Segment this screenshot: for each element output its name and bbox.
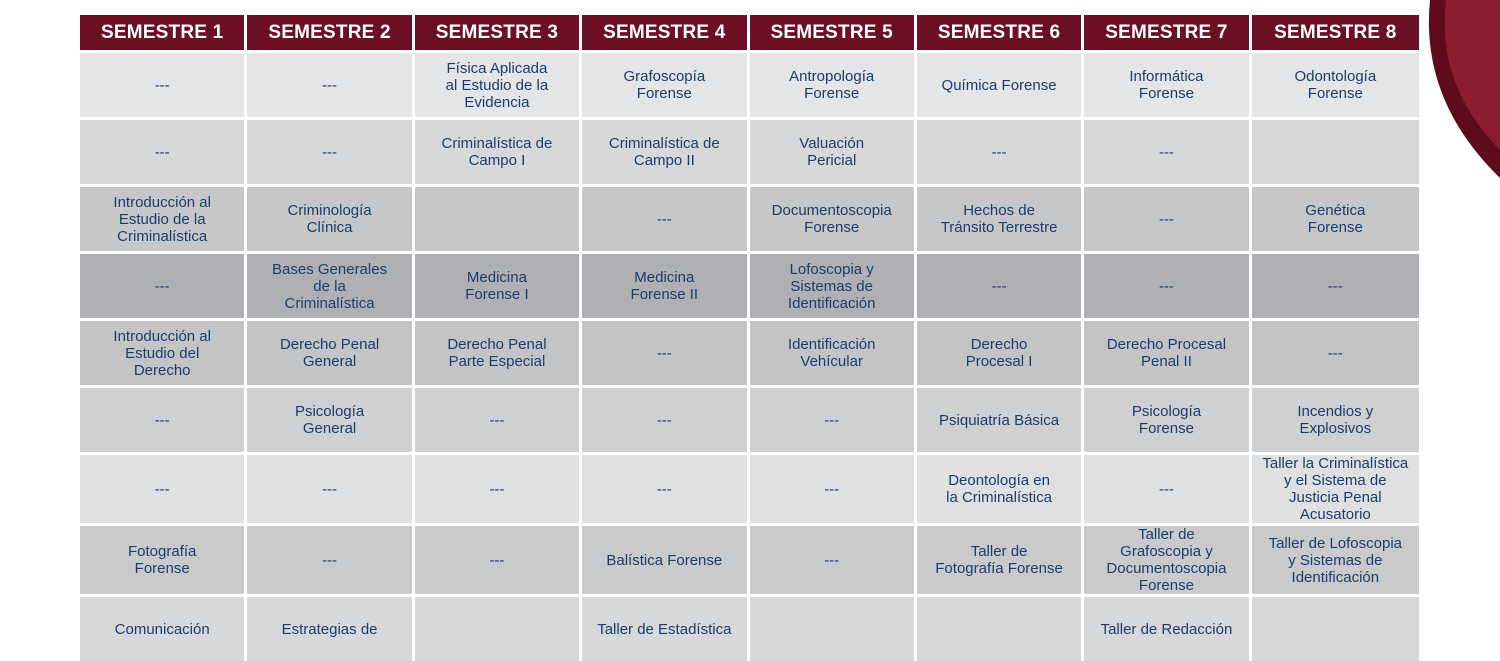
- course-cell: Grafoscopía Forense: [582, 50, 749, 117]
- course-cell: ---: [247, 523, 414, 594]
- course-cell: Psicología General: [247, 385, 414, 452]
- course-cell: Taller la Criminalística y el Sistema de Justicia Penal Acusatorio: [1252, 452, 1419, 523]
- course-cell: ---: [1084, 117, 1251, 184]
- course-cell: Medicina Forense II: [582, 251, 749, 318]
- course-cell: ---: [1252, 251, 1419, 318]
- course-cell: Criminalística de Campo I: [415, 117, 582, 184]
- course-cell: Física Aplicada al Estudio de la Evidencia: [415, 50, 582, 117]
- course-cell: Introducción al Estudio del Derecho: [80, 318, 247, 385]
- decorative-corner-shape: [1420, 0, 1500, 190]
- course-cell: ---: [1084, 251, 1251, 318]
- course-cell: ---: [750, 523, 917, 594]
- course-cell: ---: [80, 50, 247, 117]
- course-cell: ---: [247, 50, 414, 117]
- course-cell: [917, 594, 1084, 661]
- semester-header: SEMESTRE 7: [1084, 15, 1251, 50]
- course-cell: Deontología en la Criminalística: [917, 452, 1084, 523]
- course-cell: Derecho Procesal Penal II: [1084, 318, 1251, 385]
- course-cell: Estrategias de: [247, 594, 414, 661]
- semester-header: SEMESTRE 8: [1252, 15, 1419, 50]
- course-cell: Antropología Forense: [750, 50, 917, 117]
- course-cell: ---: [1084, 452, 1251, 523]
- semester-header: SEMESTRE 6: [917, 15, 1084, 50]
- course-cell: ---: [582, 385, 749, 452]
- semester-header: SEMESTRE 1: [80, 15, 247, 50]
- course-cell: ---: [415, 452, 582, 523]
- course-cell: Psicología Forense: [1084, 385, 1251, 452]
- course-cell: [1252, 117, 1419, 184]
- course-cell: ---: [80, 385, 247, 452]
- course-cell: ---: [415, 385, 582, 452]
- course-cell: Criminología Clínica: [247, 184, 414, 251]
- course-cell: Taller de Estadística: [582, 594, 749, 661]
- course-cell: [415, 184, 582, 251]
- course-cell: Psiquiatría Básica: [917, 385, 1084, 452]
- table-row: [80, 184, 1419, 251]
- course-cell: Medicina Forense I: [415, 251, 582, 318]
- semester-header: SEMESTRE 3: [415, 15, 582, 50]
- table-row: [80, 251, 1419, 318]
- course-cell: ---: [582, 318, 749, 385]
- table-row: [80, 117, 1419, 184]
- curriculum-table: [80, 15, 1419, 661]
- course-cell: ---: [415, 523, 582, 594]
- course-cell: ---: [80, 452, 247, 523]
- semester-header: SEMESTRE 4: [582, 15, 749, 50]
- course-cell: ---: [917, 251, 1084, 318]
- course-cell: ---: [917, 117, 1084, 184]
- course-cell: Comunicación: [80, 594, 247, 661]
- course-cell: Química Forense: [917, 50, 1084, 117]
- course-cell: Incendios y Explosivos: [1252, 385, 1419, 452]
- course-cell: ---: [1252, 318, 1419, 385]
- course-cell: ---: [582, 184, 749, 251]
- course-cell: ---: [247, 452, 414, 523]
- course-cell: ---: [1084, 184, 1251, 251]
- semester-header: SEMESTRE 5: [750, 15, 917, 50]
- course-cell: Bases Generales de la Criminalística: [247, 251, 414, 318]
- header-row: [80, 15, 1419, 50]
- course-cell: Hechos de Tránsito Terrestre: [917, 184, 1084, 251]
- course-cell: ---: [750, 452, 917, 523]
- course-cell: Genética Forense: [1252, 184, 1419, 251]
- course-cell: Valuación Pericial: [750, 117, 917, 184]
- table-row: [80, 318, 1419, 385]
- course-cell: Odontología Forense: [1252, 50, 1419, 117]
- course-cell: [415, 594, 582, 661]
- course-cell: ---: [80, 251, 247, 318]
- course-cell: Taller de Redacción: [1084, 594, 1251, 661]
- course-cell: Derecho Penal Parte Especial: [415, 318, 582, 385]
- course-cell: Introducción al Estudio de la Criminalística: [80, 184, 247, 251]
- course-cell: Derecho Penal General: [247, 318, 414, 385]
- course-cell: Taller de Fotografía Forense: [917, 523, 1084, 594]
- course-cell: [1252, 594, 1419, 661]
- course-cell: Lofoscopia y Sistemas de Identificación: [750, 251, 917, 318]
- table-row: [80, 452, 1419, 523]
- table-row: [80, 50, 1419, 117]
- course-cell: Derecho Procesal I: [917, 318, 1084, 385]
- table-row: [80, 385, 1419, 452]
- course-cell: Taller de Lofoscopia y Sistemas de Identificación: [1252, 523, 1419, 594]
- course-cell: Identificación Vehícular: [750, 318, 917, 385]
- curriculum-table-container: [80, 15, 1419, 661]
- course-cell: ---: [582, 452, 749, 523]
- course-cell: Taller de Grafoscopia y Documentoscopia Forense: [1084, 523, 1251, 594]
- table-row: [80, 523, 1419, 594]
- course-cell: ---: [80, 117, 247, 184]
- course-cell: Fotografía Forense: [80, 523, 247, 594]
- course-cell: [750, 594, 917, 661]
- course-cell: Documentoscopia Forense: [750, 184, 917, 251]
- table-row: [80, 594, 1419, 661]
- course-cell: Informática Forense: [1084, 50, 1251, 117]
- course-cell: Balística Forense: [582, 523, 749, 594]
- semester-header: SEMESTRE 2: [247, 15, 414, 50]
- course-cell: ---: [750, 385, 917, 452]
- course-cell: ---: [247, 117, 414, 184]
- course-cell: Criminalística de Campo II: [582, 117, 749, 184]
